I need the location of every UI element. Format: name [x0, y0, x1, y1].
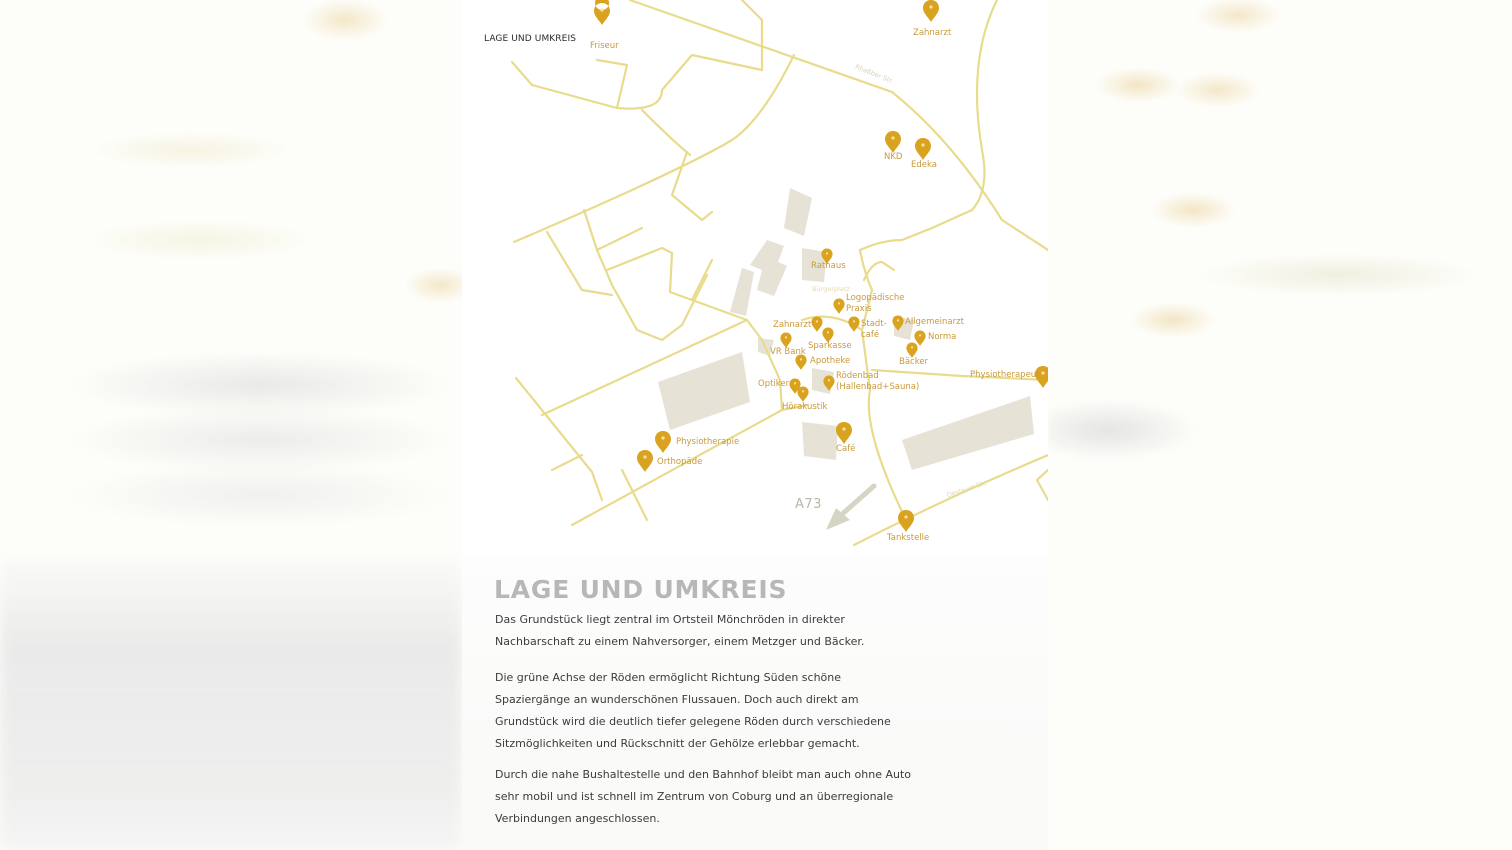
poi-label-sparkasse: Sparkasse — [808, 341, 852, 351]
poi-label-zahnarzt-north: Zahnarzt — [913, 28, 952, 38]
highway-label-a73: A73 — [795, 497, 822, 512]
poi-label-hoerakustik: Hörakustik — [782, 402, 828, 412]
poi-label-rathaus: Rathaus — [811, 261, 846, 271]
poi-label-tankstelle: Tankstelle — [887, 533, 930, 543]
a73-direction-arrow — [826, 486, 874, 530]
poi-label-friseur: Friseur — [590, 41, 619, 51]
square-label: Bürgerplatz — [812, 285, 850, 293]
poi-label-baecker: Bäcker — [899, 357, 929, 367]
blurred-background-left — [0, 0, 462, 850]
poi-label-allgemeinarzt: Allgemeinarzt — [905, 317, 964, 327]
paragraph-green-axis: Die grüne Achse der Röden ermöglicht Richtung Süden schöne Spaziergänge an wunderschönen Flussauen. Doch auch direkt am Grundstück wird die deutlich tiefer gelegene Röden durch verschiedene Sitzmöglichkeiten und Rückschnitt der Gehölze erlebbar gemacht. — [495, 671, 891, 750]
poi-label-orthopaede: Orthopäde — [657, 457, 703, 467]
poi-label-norma: Norma — [928, 332, 957, 342]
poi-label-stadtcafe: Stadt-café — [861, 319, 887, 340]
location-map — [462, 0, 1048, 555]
poi-label-roedenbad: Rödenbad (Hallenbad+Sauna) — [836, 371, 920, 392]
road-label-rhassber: Rhaßber Str. — [853, 62, 895, 86]
poi-label-logopaedische-praxis: Logopädische Praxis — [846, 293, 905, 314]
section-heading: LAGE UND UMKREIS — [494, 575, 788, 604]
poi-label-apotheke: Apotheke — [810, 356, 851, 366]
poi-label-cafe: Café — [836, 444, 856, 454]
poi-label-zahnarzt-center: Zahnarzt — [773, 320, 812, 330]
blurred-background-right — [1048, 0, 1512, 850]
corner-title: LAGE UND UMKREIS — [484, 34, 577, 44]
paragraph-location: Das Grundstück liegt zentral im Ortsteil Mönchröden in direkter Nachbarschaft zu einem Nahversorger, einem Metzger und Bäcker. — [495, 613, 865, 648]
road-label-oeslauer: Oeslauer Str. — [945, 478, 989, 500]
poi-label-physiotherapeut: Physiotherapeut — [970, 370, 1040, 380]
poi-label-optiker: Optiker — [758, 379, 790, 389]
poi-label-edeka: Edeka — [911, 160, 937, 170]
paragraph-transport: Durch die nahe Bushaltestelle und den Bahnhof bleibt man auch ohne Auto sehr mobil und ist schnell im Zentrum von Coburg und an überregionale Verbindungen angeschlossen. — [495, 768, 912, 825]
poi-label-vr-bank: VR Bank — [770, 347, 806, 357]
poi-label-nkd: NKD — [884, 152, 903, 162]
brochure-page — [462, 0, 1048, 850]
poi-label-physiotherapie: Physiotherapie — [676, 437, 740, 447]
